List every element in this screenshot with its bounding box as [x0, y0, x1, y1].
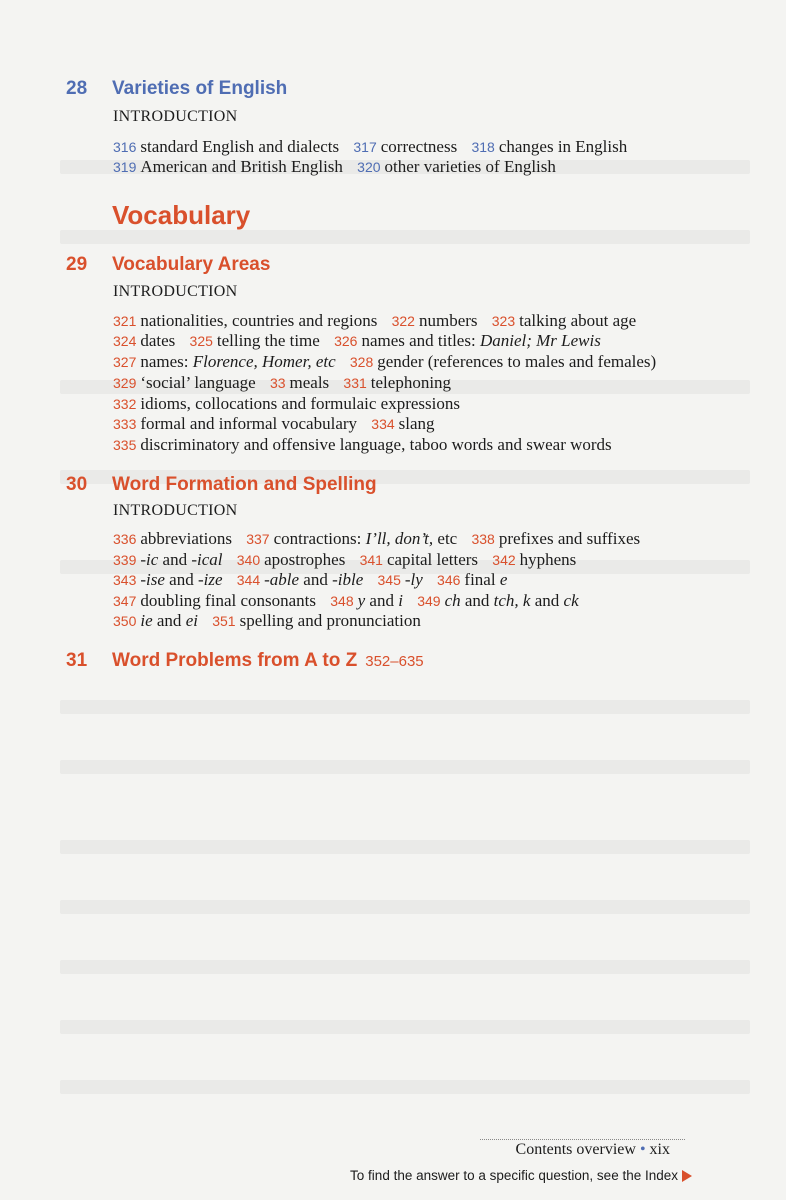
list-item[interactable]: 341 capital letters: [359, 550, 479, 569]
chapter-number: 30: [66, 474, 88, 495]
chapter-title: Varieties of English: [112, 78, 288, 99]
chapter-number: 29: [66, 254, 88, 275]
list-item[interactable]: 333 formal and informal vocabulary: [113, 414, 358, 433]
chapter-30-row: [113, 529, 650, 549]
chapter-29-row: [113, 373, 461, 393]
list-item[interactable]: 323 talking about age: [491, 311, 637, 330]
list-item[interactable]: 33 meals: [269, 373, 330, 392]
chapter-29-row: [113, 331, 611, 351]
list-item[interactable]: 332 idioms, collocations and formulaic expressions: [113, 394, 460, 413]
list-item[interactable]: 335 discriminatory and offensive language, taboo words and swear words: [113, 435, 612, 454]
list-item[interactable]: 328 gender (references to males and females): [349, 352, 657, 371]
chapter-29-heading[interactable]: [66, 254, 270, 276]
list-item[interactable]: 331 telephoning: [343, 373, 452, 392]
list-item[interactable]: 320 other varieties of English: [357, 157, 556, 176]
chapter-title: Word Formation and Spelling: [112, 474, 377, 495]
chapter-number: 31: [66, 650, 88, 671]
list-item[interactable]: 342 hyphens: [492, 550, 577, 569]
arrow-right-icon[interactable]: [682, 1170, 692, 1182]
list-item[interactable]: 316 standard English and dialects: [113, 137, 340, 156]
chapter-30-introduction[interactable]: INTRODUCTION: [113, 502, 238, 519]
chapter-29-row: [113, 435, 622, 455]
list-item[interactable]: 345 -ly: [377, 570, 423, 589]
chapter-title: Vocabulary Areas: [112, 254, 271, 275]
list-item[interactable]: 336 abbreviations: [113, 529, 232, 548]
list-item[interactable]: 324 dates: [113, 331, 176, 350]
page-number: xix: [649, 1141, 670, 1158]
chapter-30-row: [113, 570, 517, 590]
section-title: Vocabulary: [112, 200, 251, 230]
list-item[interactable]: 351 spelling and pronunciation: [212, 611, 421, 630]
chapter-29-row: [113, 311, 646, 331]
chapter-title: Word Problems from A to Z: [112, 650, 358, 671]
list-item[interactable]: 325 telling the time: [189, 331, 320, 350]
list-item[interactable]: 343 -ise and -ize: [113, 570, 223, 589]
list-item[interactable]: 329 ‘social’ language: [113, 373, 256, 392]
chapter-number: 28: [66, 78, 88, 99]
list-item[interactable]: 348 y and i: [330, 591, 403, 610]
list-item[interactable]: 349 ch and tch, k and ck: [417, 591, 579, 610]
list-item[interactable]: 334 slang: [371, 414, 435, 433]
list-item[interactable]: 338 prefixes and suffixes: [471, 529, 641, 548]
chapter-28-row: [113, 137, 637, 157]
footer-divider: [480, 1139, 685, 1140]
list-item[interactable]: 327 names: Florence, Homer, etc: [113, 352, 336, 371]
chapter-30-heading[interactable]: [66, 474, 377, 496]
chapter-28-introduction[interactable]: INTRODUCTION: [113, 108, 238, 125]
list-item[interactable]: 337 contractions: I’ll, don’t, etc: [246, 529, 458, 548]
list-item[interactable]: 322 numbers: [391, 311, 478, 330]
list-item[interactable]: 347 doubling final consonants: [113, 591, 317, 610]
page-range: 352–635: [365, 653, 424, 670]
list-item[interactable]: 339 -ic and -ical: [113, 550, 223, 569]
chapter-29-introduction[interactable]: INTRODUCTION: [113, 283, 238, 300]
list-item[interactable]: 321 nationalities, countries and regions: [113, 311, 378, 330]
list-item[interactable]: 344 -able and -ible: [236, 570, 364, 589]
index-hint[interactable]: To find the answer to a specific question, see the Index: [350, 1168, 678, 1183]
chapter-29-row: [113, 394, 470, 414]
chapter-31-heading[interactable]: [66, 650, 424, 672]
list-item[interactable]: 317 correctness: [353, 137, 458, 156]
list-item[interactable]: 326 names and titles: Daniel; Mr Lewis: [334, 331, 601, 350]
list-item[interactable]: 346 final e: [437, 570, 508, 589]
list-item[interactable]: 318 changes in English: [471, 137, 628, 156]
chapter-28-heading[interactable]: [66, 78, 287, 100]
chapter-30-row: [113, 611, 431, 631]
chapter-30-row: [113, 591, 589, 611]
chapter-28-row: [113, 157, 566, 177]
list-item[interactable]: 319 American and British English: [113, 157, 343, 176]
bullet: •: [639, 1141, 646, 1158]
footer-title: Contents overview: [515, 1141, 636, 1158]
list-item[interactable]: 350 ie and ei: [113, 611, 198, 630]
list-item[interactable]: 340 apostrophes: [236, 550, 346, 569]
chapter-29-row: [113, 414, 445, 434]
chapter-30-row: [113, 550, 586, 570]
running-footer: [516, 1141, 670, 1159]
chapter-29-row: [113, 352, 666, 372]
